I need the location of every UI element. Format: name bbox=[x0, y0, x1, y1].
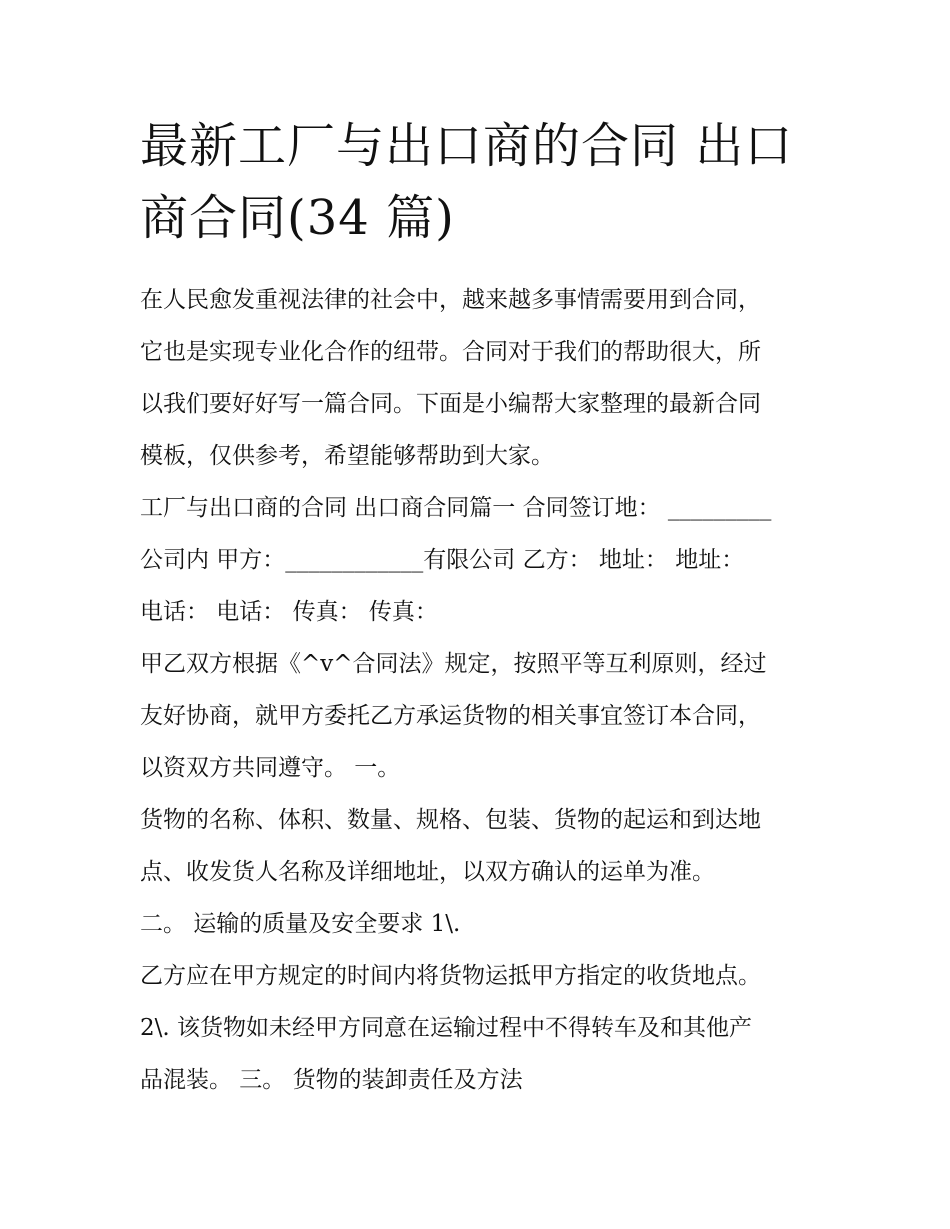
body-line: 友好协商，就甲方委托乙方承运货物的相关事宜签订本合同， bbox=[140, 703, 761, 729]
body-line: 二。 运输的质量及安全要求 1\. bbox=[140, 911, 461, 937]
body-line: 点、收发货人名称及详细地址，以双方确认的运单为准。 bbox=[140, 859, 715, 885]
body-line: 公司内 甲方：____________有限公司 乙方： 地址： 地址： bbox=[140, 547, 745, 573]
document-title bbox=[140, 110, 840, 254]
body-line: 以我们要好好写一篇合同。下面是小编帮大家整理的最新合同 bbox=[140, 391, 761, 417]
body-line: 货物的名称、体积、数量、规格、包装、货物的起运和到达地 bbox=[140, 807, 761, 833]
title-line-2: 商合同(34 篇) bbox=[140, 190, 455, 246]
body-line: 它也是实现专业化合作的纽带。合同对于我们的帮助很大，所 bbox=[140, 339, 761, 365]
body-line: 在人民愈发重视法律的社会中，越来越多事情需要用到合同， bbox=[140, 287, 761, 313]
body-line: 电话： 电话： 传真： 传真： bbox=[140, 599, 438, 625]
body-line: 品混装。 三。 货物的装卸责任及方法 bbox=[140, 1067, 523, 1093]
body-line: 以资双方共同遵守。 一。 bbox=[140, 755, 401, 781]
title-line-1: 最新工厂与出口商的合同 出口 bbox=[140, 118, 794, 174]
body-line: 模板，仅供参考，希望能够帮助到大家。 bbox=[140, 443, 554, 469]
body-line: 工厂与出口商的合同 出口商合同篇一 合同签订地： _________ bbox=[140, 495, 772, 521]
body-line: 2\. 该货物如未经甲方同意在运输过程中不得转车及和其他产 bbox=[140, 1015, 753, 1041]
document-body bbox=[140, 274, 820, 1106]
body-line: 乙方应在甲方规定的时间内将货物运抵甲方指定的收货地点。 bbox=[140, 963, 761, 989]
body-line: 甲乙双方根据《^v^合同法》规定，按照平等互利原则，经过 bbox=[140, 651, 767, 677]
